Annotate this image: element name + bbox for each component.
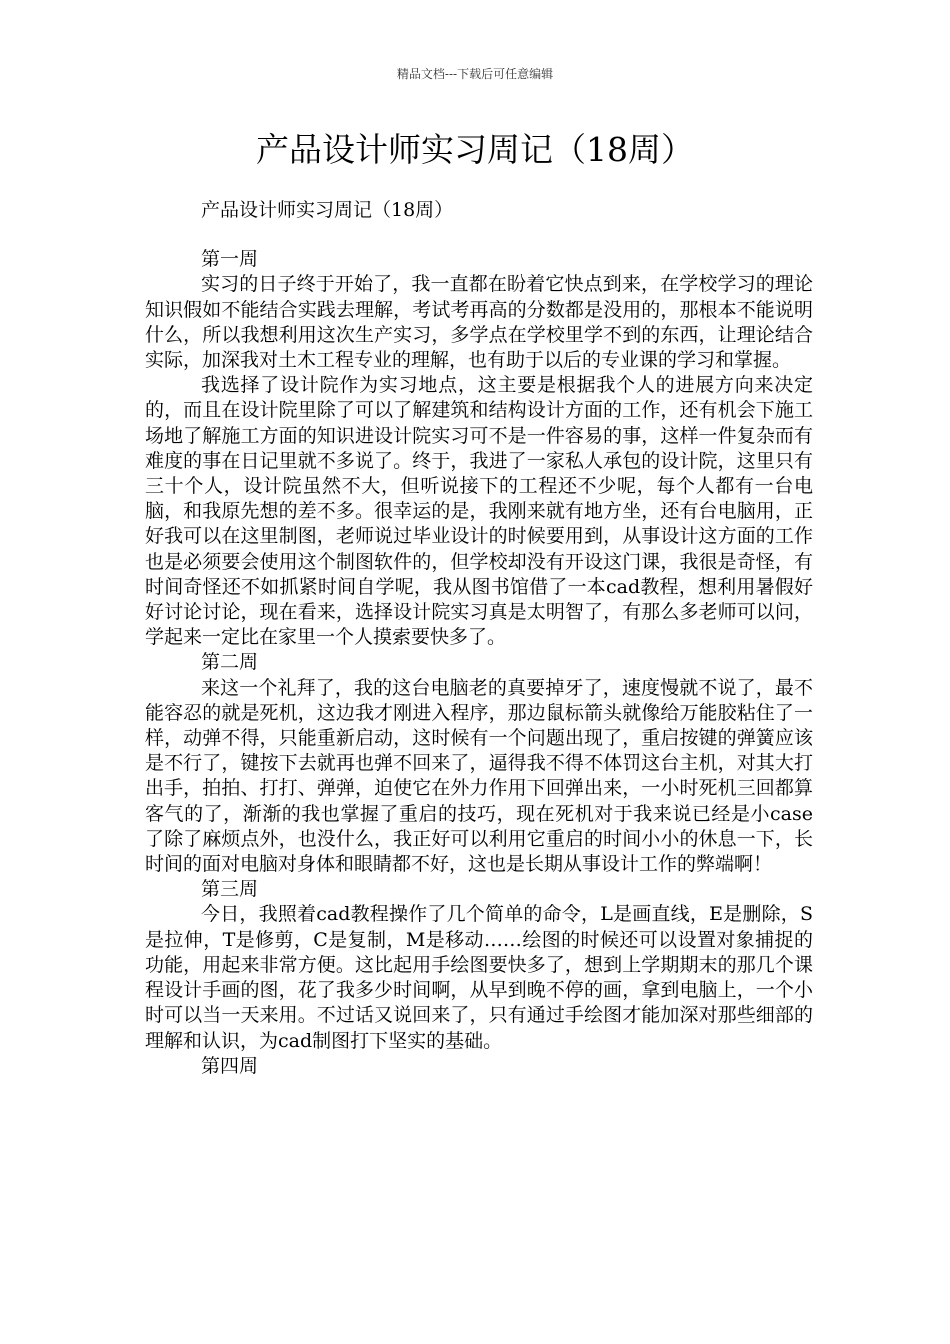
section-heading-week-3: 第三周 — [201, 878, 259, 901]
section-heading-week-1: 第一周 — [201, 248, 259, 271]
document-subtitle: 产品设计师实习周记（18周） — [201, 199, 454, 221]
document-title: 产品设计师实习周记（18周） — [256, 130, 694, 169]
header-watermark: 精品文档---下载后可任意编辑 — [396, 67, 554, 81]
document-body — [145, 198, 813, 1079]
paragraph: 来这一个礼拜了，我的这台电脑老的真要掉牙了，速度慢就不说了，最不能容忍的就是死机，这边我才刚进入程序，那边鼠标箭头就像给万能胶粘住了一样，动弹不得，只能重新启动，这时候有一个问题出现了，重启按键的弹簧应该是不行了，键按下去就再也弹不回来了，逼得我不得不体罚这台主机，对其大打出手，拍拍、打打、弹弹，迫使它在外力作用下回弹出来，一小时死机三回都算客气的了，渐渐的我也掌握了重启的技巧，现在死机对于我来说已经是小case了除了麻烦点外，也没什么，我正好可以利用它重启的时间小小的休息一下，长时间的面对电脑对身体和眼睛都不好，这也是长期从事设计工作的弊端啊！ — [145, 676, 813, 876]
paragraph: 我选择了设计院作为实习地点，这主要是根据我个人的进展方向来决定的，而且在设计院里除了可以了解建筑和结构设计方面的工作，还有机会下施工场地了解施工方面的知识进设计院实习可不是一件容易的事，这样一件复杂而有难度的事在日记里就不多说了。终于，我进了一家私人承包的设计院，这里只有三十个人，设计院虽然不大，但听说接下的工程还不少呢，每个人都有一台电脑，和我原先想的差不多。很幸运的是，我刚来就有地方坐，还有台电脑用，正好我可以在这里制图，老师说过毕业设计的时候要用到，从事设计这方面的工作也是必须要会使用这个制图软件的，但学校却没有开设这门课，我很是奇怪，有时间奇怪还不如抓紧时间自学呢，我从图书馆借了一本cad教程，想利用暑假好好讨论讨论，现在看来，选择设计院实习真是太明智了，有那么多老师可以问，学起来一定比在家里一个人摸索要快多了。 — [145, 374, 813, 649]
paragraph: 今日，我照着cad教程操作了几个简单的命令，L是画直线，E是删除，S是拉伸，T是修剪，C是复制，M是移动……绘图的时候还可以设置对象捕捉的功能，用起来非常方便。这比起用手绘图要快多了，想到上学期期末的那几个课程设计手画的图，花了我多少时间啊，从早到晚不停的画，拿到电脑上，一个小时可以当一天来用。不过话又说回来了，只有通过手绘图才能加深对那些细部的理解和认识，为cad制图打下坚实的基础。 — [145, 903, 813, 1052]
section-heading-week-4: 第四周 — [201, 1054, 259, 1077]
section-heading-week-2: 第二周 — [201, 651, 259, 674]
paragraph: 实习的日子终于开始了，我一直都在盼着它快点到来，在学校学习的理论知识假如不能结合实践去理解，考试考再高的分数都是没用的，那根本不能说明什么，所以我想利用这次生产实习，多学点在学校里学不到的东西，让理论结合实际，加深我对土木工程专业的理解，也有助于以后的专业课的学习和掌握。 — [145, 273, 813, 372]
